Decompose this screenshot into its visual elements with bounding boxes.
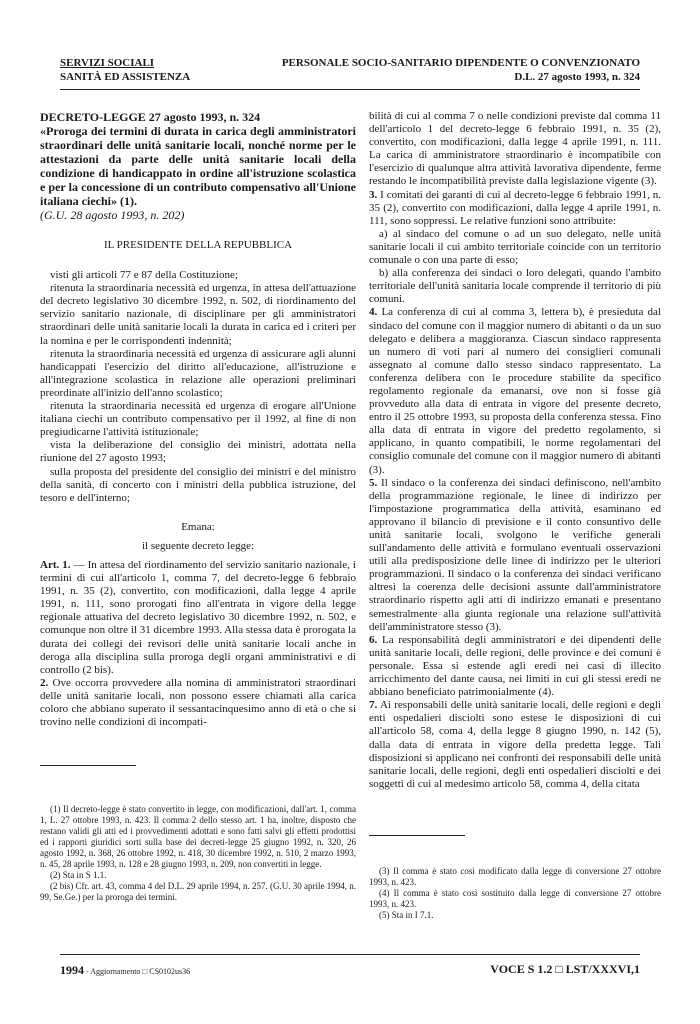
comma-5 — [369, 477, 661, 634]
topic-title: PERSONALE SOCIO-SANITARIO DIPENDENTE O CONVENZIONATO — [281, 57, 640, 69]
header-divider — [60, 89, 640, 90]
preamble-paragraph: ritenuta la straordinaria necessità ed urgenza, in attesa dell'attuazione del decreto legislativo 30 dicembre 1992, n. 502, di riordinamento del servizio sanitario nazionale, di disciplinare per gli amministratori straordinari delle unità sanitarie locali la durata in carica ed i criteri per la nomina e per le corrispondenti indennità; — [40, 282, 356, 347]
comma-6 — [369, 634, 661, 699]
gazette-reference: (G.U. 28 agosto 1993, n. 202) — [40, 208, 185, 222]
comma-label: 5. — [369, 476, 378, 489]
running-header-left — [60, 56, 190, 84]
footer-left — [60, 963, 190, 978]
comma-3-item-b: b) alla conferenza dei sindaci o loro delegati, quando l'ambito territoriale dell'unità sanitaria locale comprende il territorio di più comuni. — [369, 267, 661, 306]
comma-3-item-a: a) al sindaco del comune o ad un suo delegato, nelle unità sanitarie locali il cui ambito territoriale coincide con un territorio comunale o con una parte di esso; — [369, 227, 661, 267]
page-year: 1994 — [60, 963, 84, 977]
comma-text: I comitati dei garanti di cui al decreto-legge 6 febbraio 1991, n. 35 (2), convertito con modificazioni, dalla legge 4 aprile 1991, n. 111, sono soppressi. Le relative funzioni sono attribuite: — [369, 188, 661, 227]
comma-text: La conferenza di cui al comma 3, lettera b), è presieduta dal sindaco del comune con il maggior numero di abitanti o da un suo delegato e delibera a maggioranza. Ciascun sindaco rappresenta un numero di voti pari al numero dei consiglieri comunali assegnato al comune dallo stesso sindaco rappresentato. La conferenza delibera con le procedure stabilite da specifico regolamento regionale da emanarsi, ove non si fosse già provveduto alla data di entrata in vigore del presente decreto, entro il 25 ottobre 1993, su proposta della conferenza stessa. Fino alla data di entrata in vigore del predetto regolamento, si applicano, in quanto compatibili, le norme regolamentari del consiglio comunale del comune con il maggior numero di abitanti (3). — [369, 306, 661, 476]
footnote: (2) Sta in S 1.1. — [50, 870, 107, 881]
preamble-paragraph: sulla proposta del presidente del consiglio dei ministri e del ministro della sanità, di concerto con i ministri della pubblica istruzione, del tesoro e dell'interno; — [40, 465, 356, 504]
footnote-divider — [40, 765, 136, 766]
footnote: (3) Il comma è stato così modificato dalla legge di conversione 27 ottobre 1993, n. 423. — [369, 865, 661, 887]
preamble-paragraph: ritenuta la straordinaria necessità ed urgenza di assicurare agli alunni handicappati l'esercizio del diritto all'educazione, all'istruzione e all'integrazione scolastica in relazione alle operazioni preliminari preordinate all'inizio dell'anno scolastico; — [40, 347, 356, 399]
comma-7 — [369, 699, 661, 791]
preamble-paragraph: ritenuta la straordinaria necessità ed urgenza di erogare all'Unione italiana ciechi un contributo compensativo per il 1992, al fine di non pregiudicarne l'attività istituzionale; — [40, 400, 356, 439]
footnote: (4) Il comma è stato così sostituito dalla legge di conversione 27 ottobre 1993, n. 423. — [369, 887, 661, 909]
footnotes-right — [369, 866, 661, 921]
decree-subtitle: «Proroga dei termini di durata in carica degli amministratori straordinari delle unità sanitarie locali, nonché norme per le attestazioni da parte delle unità sanitarie locali della condizione di handicappato in ordine all'istruzione scolastica e per la concessione di un contributo compensativo all'Unione italiana ciechi» (1). — [40, 124, 356, 208]
right-column — [369, 110, 661, 921]
left-column — [40, 110, 356, 903]
comma-text: Ove occorra provvedere alla nomina di amministratori straordinari delle unità sanitarie locali, non possono essere chiamati alla carica coloro che abbiano superato il sessantacinquesimo anno di età o che si trovino nelle condizioni di incompati- — [40, 676, 356, 729]
section-title: SERVIZI SOCIALI — [60, 57, 155, 69]
article-1 — [40, 559, 356, 677]
footnotes-left — [40, 804, 356, 903]
footnote: (2 bis) Cfr. art. 43, comma 4 del D.L. 29 aprile 1994, n. 257. (G.U. 30 aprile 1994, n. 99, Se.Ge.) per la proroga dei termini. — [40, 881, 356, 903]
preamble-paragraph: visti gli articoli 77 e 87 della Costituzione; — [50, 269, 238, 282]
footer-voice-reference: VOCE S 1.2 □ LST/XXXVI,1 — [490, 962, 640, 976]
emana-heading: Emana: — [181, 520, 215, 533]
preamble-paragraph: vista la deliberazione del consiglio dei ministri, adottata nella riunione del 27 agosto 1993; — [40, 439, 356, 465]
comma-text: Ai responsabili delle unità sanitarie locali, delle regioni e degli enti ospedalieri disciolti sono estese le disposizioni di cui all'articolo 58, coma 4, della legge 8 giugno 1990, n. 142 (5), dalla data di entrata in vigore della predetta legge. Tali disposizioni si applicano nei confronti dei responsabili delle unità sanitarie locali, delle regioni, degli enti ospedalieri disciolti e dei soggetti di cui al medesimo articolo 58, comma 4, della citata — [369, 699, 661, 790]
article-text: — In attesa del riordinamento del servizio sanitario nazionale, i termini di cui all'articolo 1, comma 7, del decreto-legge 6 febbraio 1991, n. 35 (2), convertito, con modificazioni, dalla legge 4 aprile 1991, n. 111, sono prorogati fino all'entrata in vigore della legge regionale attuativa del decreto legislativo 30 dicembre 1992, n. 502, e comunque non oltre il 31 dicembre 1993. Alla stessa data è prorogata la durata dei collegi dei revisori delle unità sanitarie locali anche in deroga alla disciplina sulla proroga degli organi amministrativi e di controllo (2 bis). — [40, 558, 356, 676]
decree-intro: il seguente decreto legge: — [141, 539, 255, 552]
running-header-right — [282, 56, 640, 84]
comma-label: 4. — [369, 306, 378, 319]
president-heading: IL PRESIDENTE DELLA REPUBBLICA — [103, 239, 293, 251]
section-subtitle: SANITÀ ED ASSISTENZA — [60, 71, 191, 83]
footnote-divider — [369, 835, 465, 836]
comma-label: 7. — [369, 699, 378, 712]
comma-label: 2. — [40, 676, 49, 689]
comma-label: 3. — [369, 188, 378, 201]
comma-2 — [40, 677, 356, 729]
comma-text: La responsabilità degli amministratori e dei dipendenti delle unità sanitarie locali, delle regioni, delle province e dei comuni è personale. Essa si estende agli eredi nei casi di illecito arricchimento del dante causa, nei limiti in cui gli stessi eredi ne abbiano beneficiato patrimonialmente (4). — [369, 633, 661, 699]
decree-reference: D.L. 27 agosto 1993, n. 324 — [514, 71, 640, 83]
comma-label: 6. — [369, 633, 378, 646]
decree-title: DECRETO-LEGGE 27 agosto 1993, n. 324 — [40, 110, 261, 124]
comma-text: Il sindaco o la conferenza dei sindaci definiscono, nell'ambito della programmazione regionale, le linee di indirizzo per l'impostazione programmatica della attività, esaminano ed approvano il bilancio di previsione e il conto consuntivo delle unità sanitarie locali, svolgono le verifiche generali sull'andamento delle attività e formulano eventuali osservazioni utili alla predisposizione delle linee di indirizzo per le ulteriori programmazioni. Il sindaco o la conferenza dei sindaci verificano altresì la coerenza delle decisioni assunte dall'amministratore straordinario rispetto agli atti di indirizzo emanati e presentano semestralmente alla giunta regionale una relazione sull'attività dell'amministratore stesso (3). — [369, 476, 661, 633]
update-code: - Aggiornamento □ CS0102us36 — [84, 967, 191, 976]
comma-4 — [369, 306, 661, 476]
comma-3 — [369, 189, 661, 228]
footnote: (1) Il decreto-legge è stato convertito in legge, con modificazioni, dall'art. 1, comma 1, L. 27 ottobre 1993, n. 423. Il comma 2 dello stesso art. 1 ha, inoltre, disposto che restano validi gli atti ed i provvedimenti adottati e sono fatti salvi gli effetti prodottisi ed i rapporti giuridici sorti sulla base dei decreti-legge 25 giugno 1992, n. 320, 26 agosto 1992, n. 368, 26 ottobre 1992, n. 418, 30 dicembre 1992, n. 510, 2 marzo 1993, n. 45, 28 aprile 1993, n. 128 e 28 giugno 1993, n. 209, non convertiti in legge. — [40, 804, 356, 870]
article-label: Art. 1. — [40, 558, 71, 571]
comma-2-continued: bilità di cui al comma 7 o nelle condizioni previste dal comma 11 dell'articolo 1 del decreto-legge 6 febbraio 1991, n. 35 (2), convertito, con modificazioni, dalla legge 4 aprile 1991, n. 111. La carica di amministratore straordinario è incompatibile con l'esercizio di qualunque altra attività lavorativa dipendente, ferme restando le incompatibilità previste dalla legislazione vigente (3). — [369, 110, 661, 188]
footer-divider — [60, 954, 640, 955]
footnote: (5) Sta in I 7.1. — [379, 909, 434, 920]
